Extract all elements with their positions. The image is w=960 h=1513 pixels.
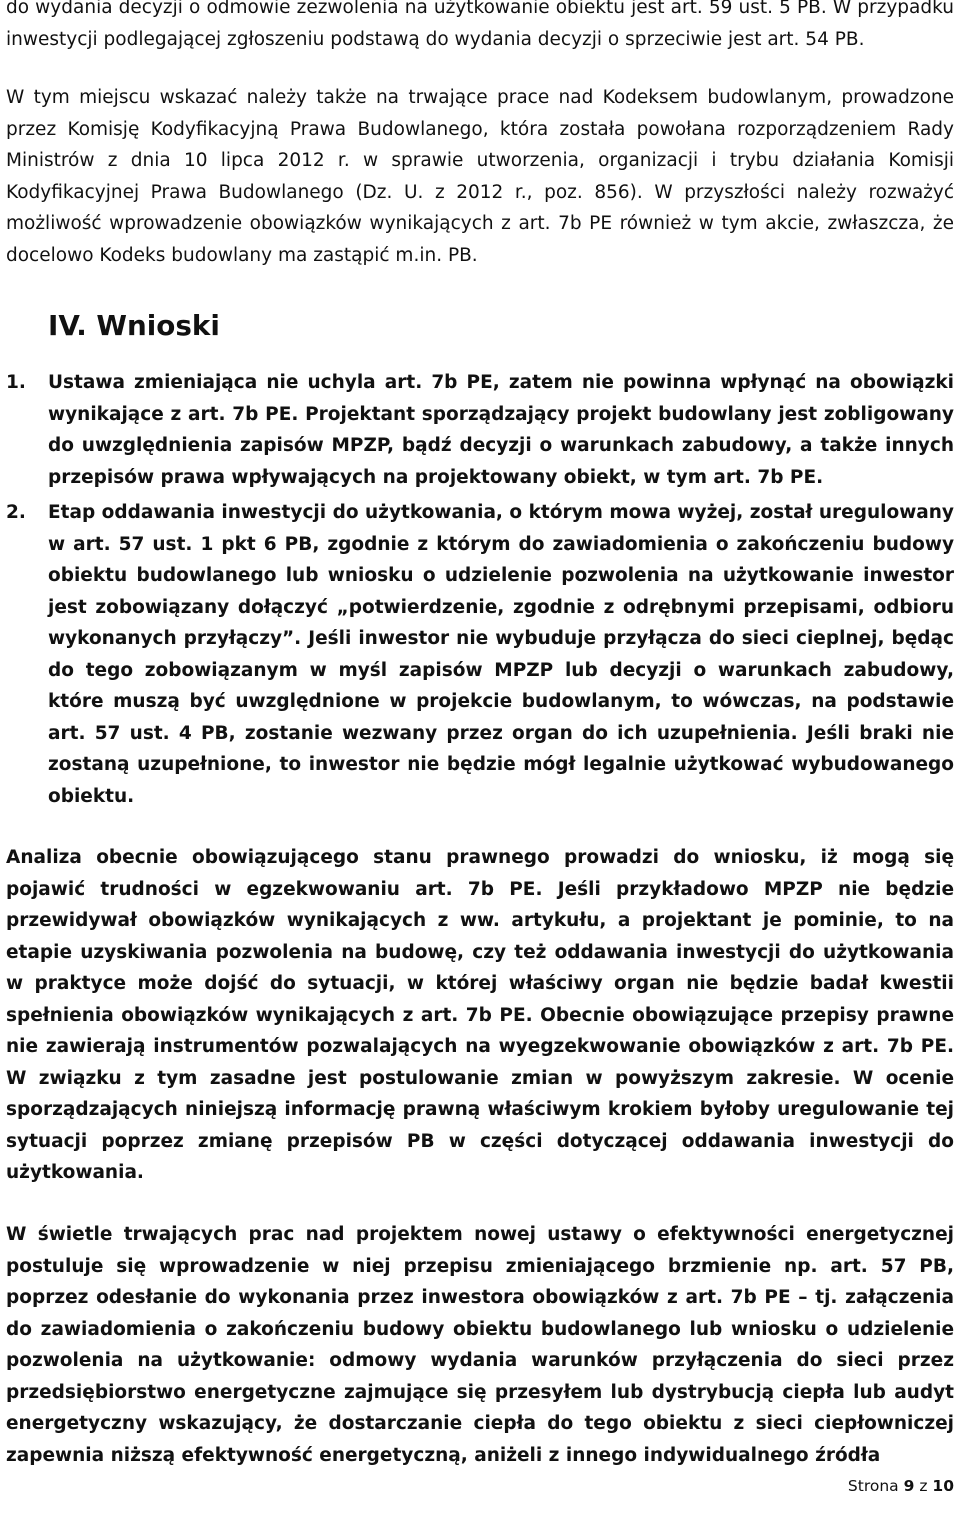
conclusion-item	[6, 497, 954, 812]
conclusion-number: 2.	[6, 502, 26, 523]
conclusion-number: 1.	[6, 372, 26, 393]
footer-total-pages: 10	[932, 1477, 954, 1495]
conclusion-text: Etap oddawania inwestycji do użytkowania, o którym mowa wyżej, został uregulowany w art. 57 ust. 1 pkt 6 PB, zgodnie z którym do zawiadomienia o zakończeniu budowy obiektu budowlanego lub wniosku o udzielenie pozwolenia na użytkowanie inwestor jest zobowiązany dołączyć „potwierdzenie, zgodnie z odrębnymi przepisami, odbioru wykonanych przyłączy”. Jeśli inwestor nie wybuduje przyłącza do sieci cieplnej, będąc do tego zobowiązanym w myśl zapisów MPZP lub decyzji o warunkach zabudowy, które muszą być uwzględnione w projekcie budowlanym, to wówczas, na podstawie art. 57 ust. 4 PB, zostanie wezwany przez organ do ich uzupełnienia. Jeśli braki nie zostaną uzupełnione, to inwestor nie będzie mógł legalnie użytkować wybudowanego obiektu.	[48, 502, 954, 807]
paragraph-kodeks-budowlany: W tym miejscu wskazać należy także na trwające prace nad Kodeksem budowlanym, prowadzone przez Komisję Kodyfikacyjną Prawa Budowlanego, która została powołana rozporządzeniem Rady Ministrów z dnia 10 lipca 2012 r. w sprawie utworzenia, organizacji i trybu działania Komisji Kodyfikacyjnej Prawa Budowlanego (Dz. U. z 2012 r., poz. 856). W przyszłości należy rozważyć możliwość wprowadzenie obowiązków wynikających z art. 7b PE również w tym akcie, zwłaszcza, że docelowo Kodeks budowlany ma zastąpić m.in. PB.	[6, 87, 954, 266]
footer-separator: z	[919, 1477, 928, 1495]
conclusion-text: Ustawa zmieniająca nie uchyla art. 7b PE, zatem nie powinna wpłynąć na obowiązki wynikające z art. 7b PE. Projektant sporządzający projekt budowlany jest zobligowany do uwzględnienia zapisów MPZP, bądź decyzji o warunkach zabudowy, a także innych przepisów prawa wpływających na projektowany obiekt, w tym art. 7b PE.	[48, 372, 954, 488]
conclusions-list-1	[6, 367, 954, 493]
footer-label: Strona	[847, 1477, 899, 1495]
paragraph-analysis: Analiza obecnie obowiązującego stanu prawnego prowadzi do wniosku, iż mogą się pojawić trudności w egzekwowaniu art. 7b PE. Jeśli przykładowo MPZP nie będzie przewidywał obowiązków wynikających z ww. artykułu, a projektant je pominie, to na etapie uzyskiwania pozwolenia na budowę, czy też oddawania inwestycji do użytkowania w praktyce może dojść do sytuacji, w której właściwy organ nie będzie badał kwestii spełnienia obowiązków wynikających z art. 7b PE. Obecnie obowiązujące przepisy prawne nie zawierają instrumentów pozwalających na wyegzekwowanie obowiązków z art. 7b PE. W związku z tym zasadne jest postulowanie zmian w powyższym zakresie. W ocenie sporządzających niniejszą informację prawną właściwym krokiem byłoby uregulowanie tej sytuacji poprzez zmianę przepisów PB w części dotyczącej oddawania inwestycji do użytkowania.	[6, 847, 954, 1183]
conclusions-list-2	[6, 497, 954, 812]
footer-current-page: 9	[903, 1477, 915, 1495]
conclusion-item	[6, 367, 954, 493]
section-heading: IV. Wnioski	[48, 309, 220, 342]
paragraph-proposal: W świetle trwających prac nad projektem nowej ustawy o efektywności energetycznej postuluje się wprowadzenie w niej przepisu zmieniającego brzmienie np. art. 57 PB, poprzez odesłanie do wykonania przez inwestora obowiązków z art. 7b PE – tj. załączenia do zawiadomienia o zakończeniu budowy obiektu budowlanego lub wniosku o udzielenie pozwolenia na użytkowanie: odmowy wydania warunków przyłączenia do sieci przez przedsiębiorstwo energetyczne zajmujące się przesyłem lub dystrybucją ciepła lub audyt energetyczny wskazujący, że dostarczanie ciepła do tego obiektu z sieci ciepłowniczej zapewnia niższą efektywność energetyczną, aniżeli z innego indywidualnego źródła	[6, 1224, 954, 1466]
paragraph-intro: do wydania decyzji o odmowie zezwolenia na użytkowanie obiektu jest art. 59 ust. 5 PB. W przypadku inwestycji podlegającej zgłoszeniu podstawą do wydania decyzji o sprzeciwie jest art. 54 PB.	[6, 0, 954, 50]
page-footer	[848, 1476, 954, 1496]
